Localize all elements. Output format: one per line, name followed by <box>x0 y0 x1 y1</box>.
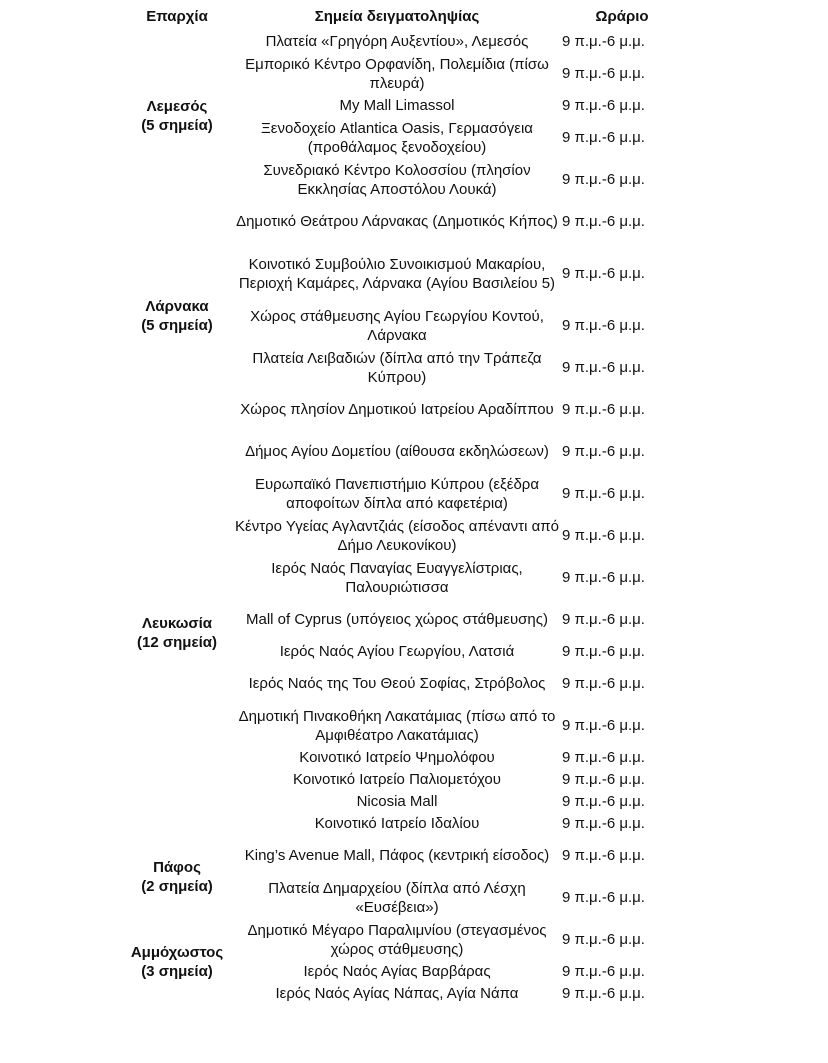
opening-hours: 9 π.μ.-6 μ.μ. <box>562 129 645 147</box>
sampling-point: Κοινοτικό Συμβούλιο Συνοικισμού Μακαρίου, Περιοχή Καμάρες, Λάρνακα (Αγίου Βασιλείου 5) <box>238 255 556 292</box>
table-row <box>122 431 682 473</box>
opening-hours: 9 π.μ.-6 μ.μ. <box>562 611 645 629</box>
opening-hours: 9 π.μ.-6 μ.μ. <box>562 317 645 335</box>
sampling-point: Ιερός Ναός Αγίας Βαρβάρας <box>303 963 491 981</box>
sampling-point: Ξενοδοχείο Atlantica Oasis, Γερμασόγεια (προθάλαμος ξενοδοχείου) <box>261 119 533 156</box>
sampling-point: Δημοτικό Θεάτρου Λάρνακας (Δημοτικός Κήπος) <box>236 213 558 231</box>
opening-hours: 9 π.μ.-6 μ.μ. <box>562 443 645 461</box>
sampling-point: Κοινοτικό Ιατρείο Παλιομετόχου <box>293 771 501 789</box>
opening-hours: 9 π.μ.-6 μ.μ. <box>562 265 645 283</box>
opening-hours: 9 π.μ.-6 μ.μ. <box>562 847 645 865</box>
district-name: Λάρνακα <box>145 297 209 315</box>
table-row <box>122 201 682 243</box>
header-hours: Ωράριο <box>595 8 649 25</box>
sampling-points-table <box>122 7 682 1005</box>
opening-hours: 9 π.μ.-6 μ.μ. <box>562 749 645 767</box>
sampling-point: My Mall Limassol <box>339 97 455 115</box>
opening-hours: 9 π.μ.-6 μ.μ. <box>562 401 645 419</box>
district-cell <box>122 919 232 1005</box>
opening-hours: 9 π.μ.-6 μ.μ. <box>562 213 645 231</box>
district-cell <box>122 835 232 919</box>
sampling-point: Κοινοτικό Ιατρείο Ιδαλίου <box>314 815 480 833</box>
sampling-point: Χώρος πλησίον Δημοτικού Ιατρείου Αραδίππου <box>240 401 554 419</box>
district-point-count: (2 σημεία) <box>141 878 213 895</box>
sampling-point: Κέντρο Υγείας Αγλαντζιάς (είσοδος απέναντι από Δήμο Λευκονίκου) <box>235 517 559 554</box>
district-name: Λεμεσός <box>146 97 208 115</box>
opening-hours: 9 π.μ.-6 μ.μ. <box>562 643 645 661</box>
header-sampling-points: Σημεία δειγματοληψίας <box>314 8 480 25</box>
sampling-point: Εμπορικό Κέντρο Ορφανίδη, Πολεμίδια (πίσω πλευρά) <box>245 55 549 92</box>
district-name: Πάφος <box>153 858 201 876</box>
table-row <box>122 919 682 961</box>
header-row <box>122 7 682 31</box>
district-cell <box>122 201 232 431</box>
opening-hours: 9 π.μ.-6 μ.μ. <box>562 675 645 693</box>
sampling-point: Πλατεία «Γρηγόρη Αυξεντίου», Λεμεσός <box>265 33 529 51</box>
table-row <box>122 31 682 53</box>
district-point-count: (5 σημεία) <box>141 117 213 134</box>
district-point-count: (3 σημεία) <box>141 963 213 980</box>
opening-hours: 9 π.μ.-6 μ.μ. <box>562 171 645 189</box>
district-cell <box>122 31 232 201</box>
table-body <box>122 31 682 1005</box>
district-name: Αμμόχωστος <box>130 943 224 961</box>
sampling-point: Mall of Cyprus (υπόγειος χώρος στάθμευσης) <box>246 611 548 629</box>
sampling-point: Ιερός Ναός της Του Θεού Σοφίας, Στρόβολος <box>248 675 546 693</box>
table-row <box>122 835 682 877</box>
opening-hours: 9 π.μ.-6 μ.μ. <box>562 793 645 811</box>
sampling-point: Δημοτικό Μέγαρο Παραλιμνίου (στεγασμένος χώρος στάθμευσης) <box>247 921 547 958</box>
sampling-point: Δήμος Αγίου Δομετίου (αίθουσα εκδηλώσεων) <box>245 443 549 461</box>
sampling-point: Χώρος στάθμευσης Αγίου Γεωργίου Κοντού, Λάρνακα <box>250 307 544 344</box>
opening-hours: 9 π.μ.-6 μ.μ. <box>562 569 645 587</box>
opening-hours: 9 π.μ.-6 μ.μ. <box>562 97 645 115</box>
sampling-point: Ιερός Ναός Αγίας Νάπας, Αγία Νάπα <box>275 985 519 1003</box>
sampling-point: Πλατεία Δημαρχείου (δίπλα από Λέσχη «Ευσέβεια») <box>268 879 526 916</box>
district-name: Λευκωσία <box>141 614 213 632</box>
sampling-point: Nicosia Mall <box>356 793 438 811</box>
sampling-point: Ευρωπαϊκό Πανεπιστήμιο Κύπρου (εξέδρα αποφοίτων δίπλα από καφετέρια) <box>254 475 540 512</box>
sampling-point: Πλατεία Λειβαδιών (δίπλα από την Τράπεζα Κύπρου) <box>252 349 542 386</box>
opening-hours: 9 π.μ.-6 μ.μ. <box>562 359 645 377</box>
opening-hours: 9 π.μ.-6 μ.μ. <box>562 963 645 981</box>
opening-hours: 9 π.μ.-6 μ.μ. <box>562 485 645 503</box>
opening-hours: 9 π.μ.-6 μ.μ. <box>562 527 645 545</box>
opening-hours: 9 π.μ.-6 μ.μ. <box>562 889 645 907</box>
sampling-point: Ιερός Ναός Αγίου Γεωργίου, Λατσιά <box>279 643 515 661</box>
district-point-count: (12 σημεία) <box>137 634 217 651</box>
sampling-point: Ιερός Ναός Παναγίας Ευαγγελίστριας, Παλουριώτισσα <box>271 559 523 596</box>
district-cell <box>122 431 232 835</box>
header-district: Επαρχία <box>146 8 208 25</box>
opening-hours: 9 π.μ.-6 μ.μ. <box>562 931 645 949</box>
sampling-point: King’s Avenue Mall, Πάφος (κεντρική είσοδος) <box>244 847 550 865</box>
opening-hours: 9 π.μ.-6 μ.μ. <box>562 771 645 789</box>
opening-hours: 9 π.μ.-6 μ.μ. <box>562 985 645 1003</box>
opening-hours: 9 π.μ.-6 μ.μ. <box>562 65 645 83</box>
opening-hours: 9 π.μ.-6 μ.μ. <box>562 33 645 51</box>
district-point-count: (5 σημεία) <box>141 317 213 334</box>
opening-hours: 9 π.μ.-6 μ.μ. <box>562 815 645 833</box>
sampling-point: Κοινοτικό Ιατρείο Ψημολόφου <box>299 749 495 767</box>
sampling-point: Δημοτική Πινακοθήκη Λακατάμιας (πίσω από το Αμφιθέατρο Λακατάμιας) <box>238 707 556 744</box>
opening-hours: 9 π.μ.-6 μ.μ. <box>562 717 645 735</box>
sampling-point: Συνεδριακό Κέντρο Κολοσσίου (πλησίον Εκκλησίας Αποστόλου Λουκά) <box>263 161 531 198</box>
